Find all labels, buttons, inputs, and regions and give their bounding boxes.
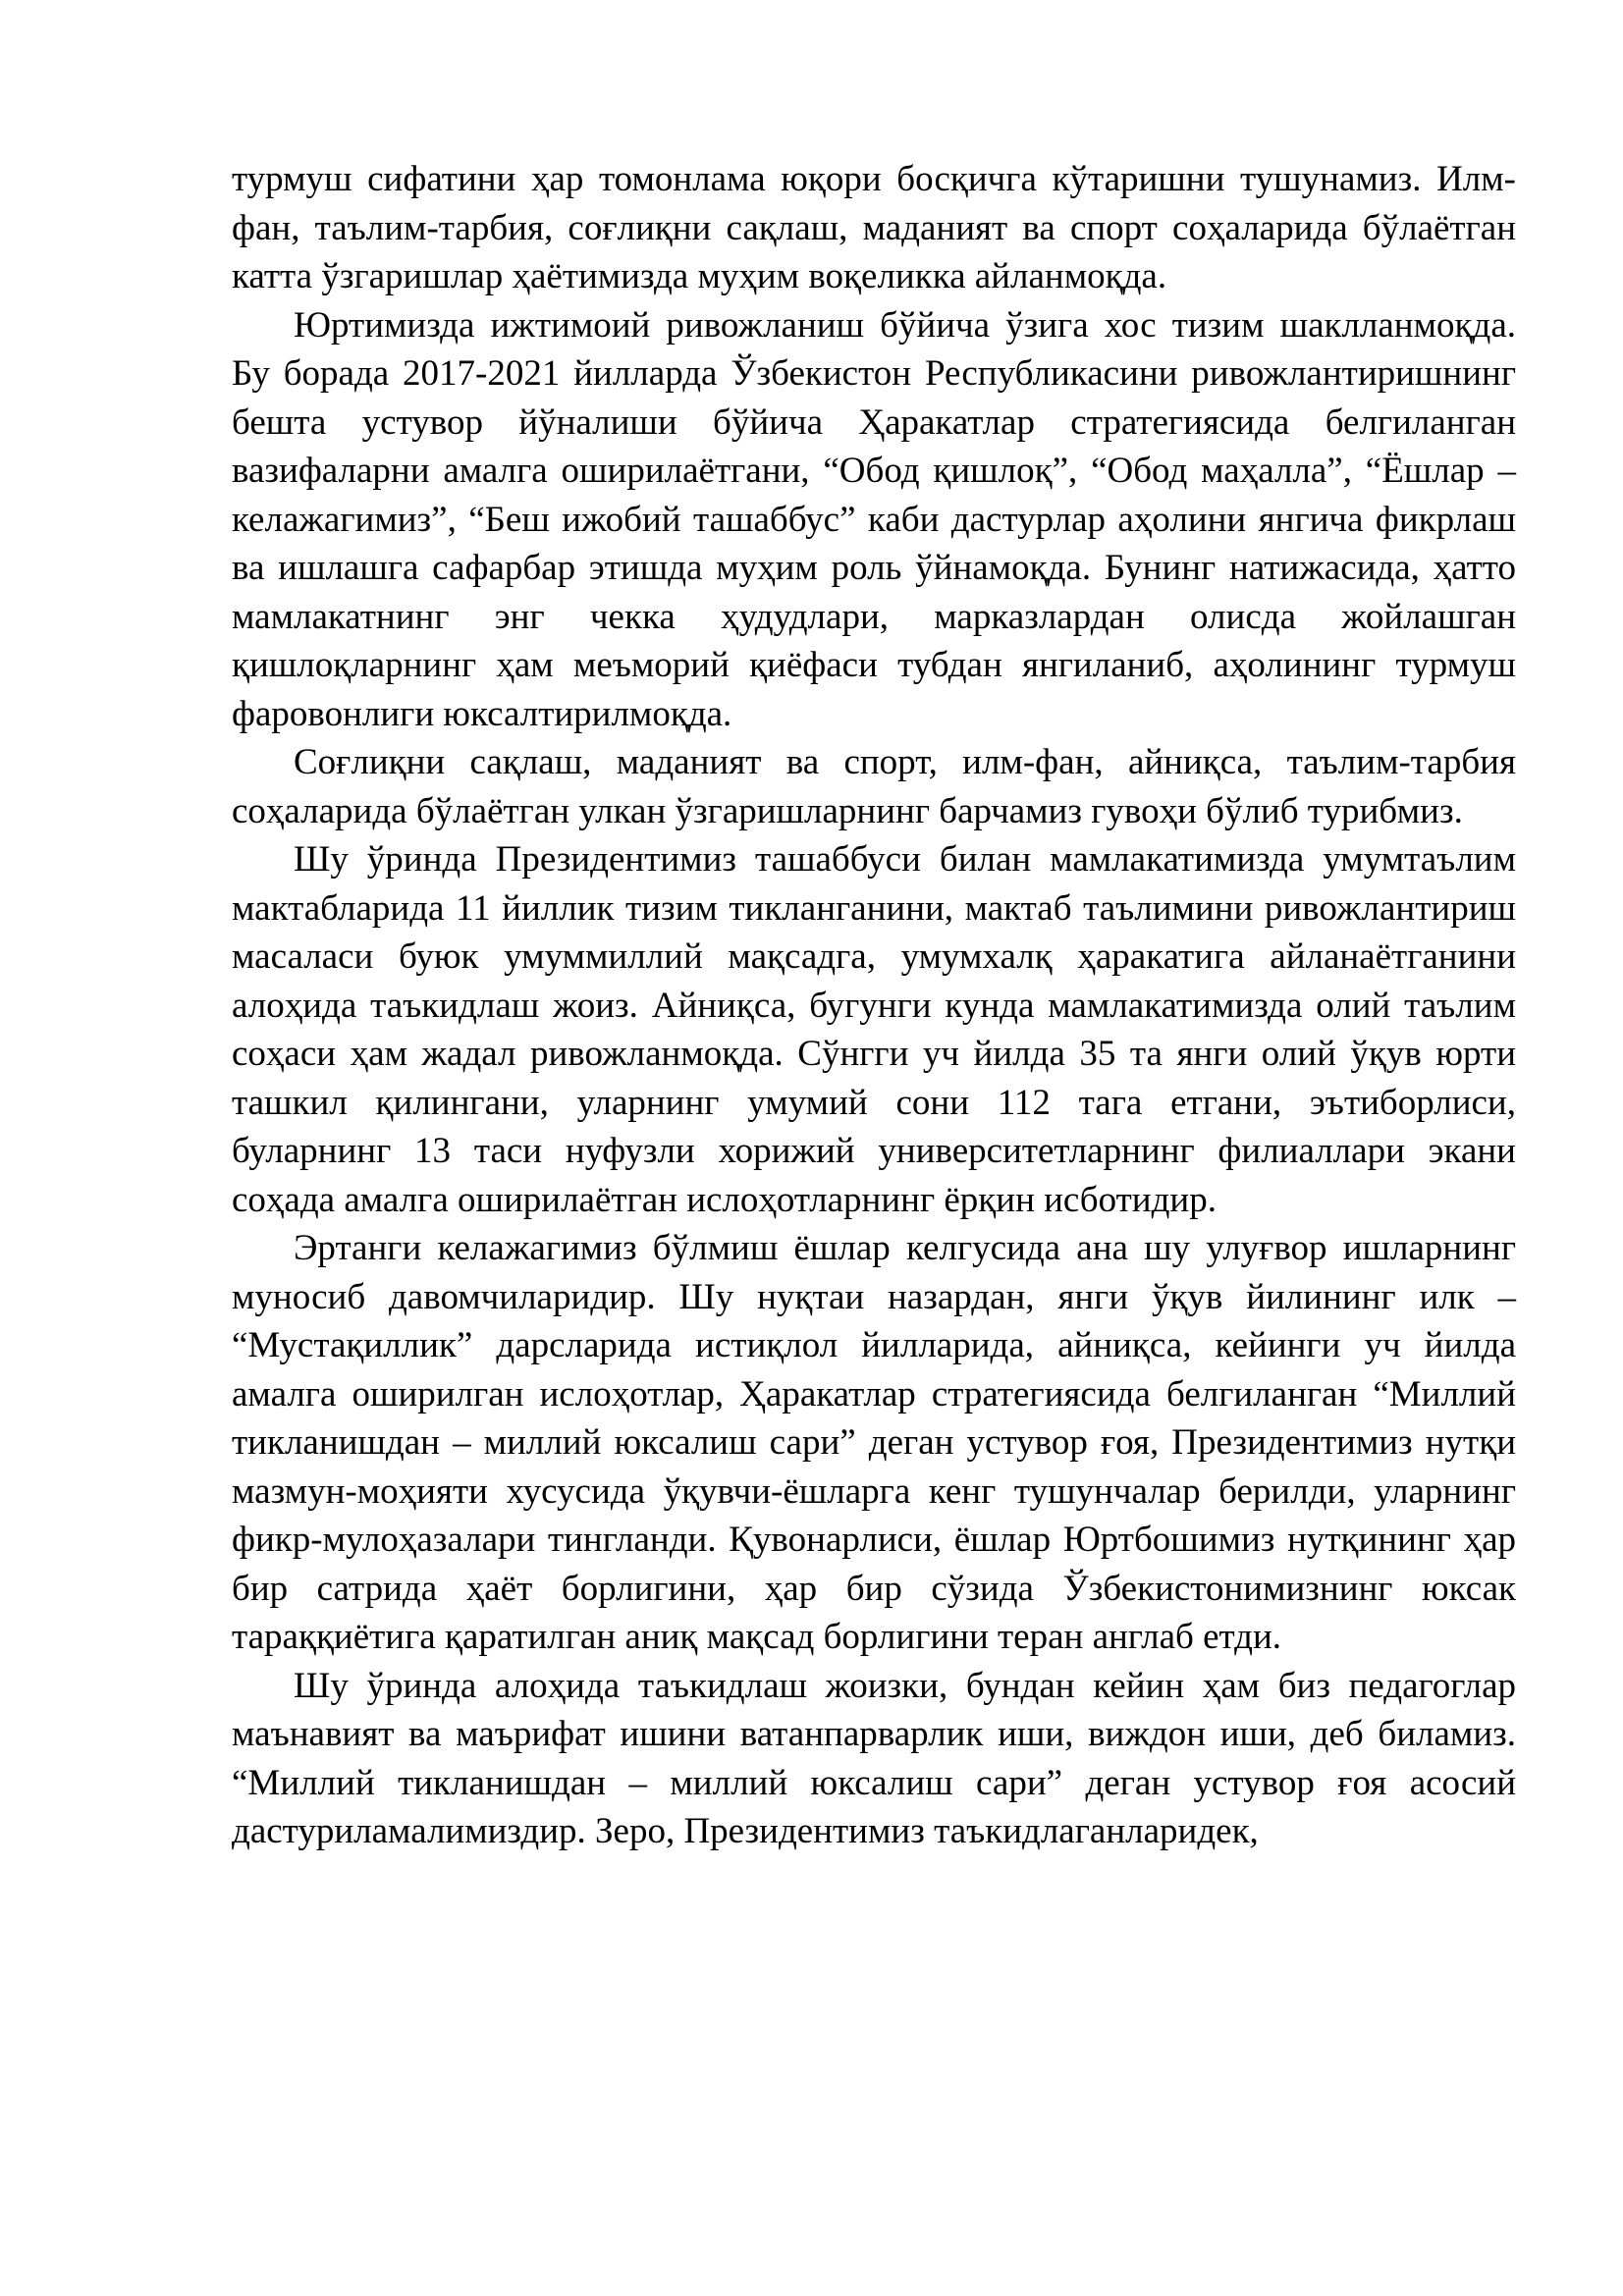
paragraph-4: Шу ўринда Президентимиз ташаббуси билан мамлакатимизда умумтаълим мактабларида 11 йиллик тизим тикланганини, мактаб таълимини ривожлантириш масаласи буюк умуммиллий мақсадга, умумхалқ ҳаракатига айланаётганини алоҳида таъкидлаш жоиз. Айниқса, бугунги кунда мамлакатимизда олий таълим соҳаси ҳам жадал ривожланмоқда. Сўнгги уч йилда 35 та янги олий ўқув юрти ташкил қилингани, уларнинг умумий сони 112 тага етгани, эътиборлиси, буларнинг 13 таси нуфузли хорижий университетларнинг филиаллари экани соҳада амалга оширилаётган ислоҳотларнинг ёрқин исботидир.: [232, 839, 1516, 1220]
paragraph-3: Соғлиқни сақлаш, маданият ва спорт, илм-фан, айниқса, таълим-тарбия соҳаларида бўлаётган улкан ўзгаришларнинг барчамиз гувоҳи бўлиб турибмиз.: [232, 742, 1516, 831]
paragraph-2: Юртимизда ижтимоий ривожланиш бўйича ўзига хос тизим шаклланмоқда. Бу борада 2017-2021 йилларда Ўзбекистон Республикасини ривожлантиришнинг бешта устувор йўналиши бўйича Ҳаракатлар стратегиясида белгиланган вазифаларни амалга оширилаётгани, “Обод қишлоқ”, “Обод маҳалла”, “Ёшлар – келажагимиз”, “Беш ижобий ташаббус” каби дастурлар аҳолини янгича фикрлаш ва ишлашга сафарбар этишда муҳим роль ўйнамоқда. Бунинг натижасида, ҳатто мамлакатнинг энг чекка ҳудудлари, марказлардан олисда жойлашган қишлоқларнинг ҳам меъморий қиёфаси тубдан янгиланиб, аҳолининг турмуш фаровонлиги юксалтирилмоқда.: [232, 304, 1516, 734]
paragraph-5: Эртанги келажагимиз бўлмиш ёшлар келгусида ана шу улуғвор ишларнинг муносиб давомчиларидир. Шу нуқтаи назардан, янги ўқув йилининг илк – “Мустақиллик” дарсларида истиқлол йилларида, айниқса, кейинги уч йилда амалга оширилган ислоҳотлар, Ҳаракатлар стратегиясида белгиланган “Миллий тикланишдан – миллий юксалиш сари” деган устувор ғоя, Президентимиз нутқи мазмун-моҳияти хусусида ўқувчи-ёшларга кенг тушунчалар берилди, уларнинг фикр-мулоҳазалари тингланди. Қувонарлиси, ёшлар Юртбошимиз нутқининг ҳар бир сатрида ҳаёт борлигини, ҳар бир сўзида Ўзбекистонимизнинг юксак тараққиётига қаратилган аниқ мақсад борлигини теран англаб етди.: [232, 1228, 1516, 1657]
document-page: [232, 155, 1516, 1856]
paragraph-1: турмуш сифатини ҳар томонлама юқори босқичга кўтаришни тушунамиз. Илм-фан, таълим-тарбия, соғлиқни сақлаш, маданият ва спорт соҳаларида бўлаётган катта ўзгаришлар ҳаётимизда муҳим воқеликка айланмоқда.: [232, 159, 1516, 296]
paragraph-6: Шу ўринда алоҳида таъкидлаш жоизки, бундан кейин ҳам биз педагоглар маънавият ва маърифат ишини ватанпарварлик иши, виждон иши, деб биламиз. “Миллий тикланишдан – миллий юксалиш сари” деган устувор ғоя асосий дастуриламалимиздир. Зеро, Президентимиз таъкидлаганларидек,: [232, 1665, 1516, 1851]
